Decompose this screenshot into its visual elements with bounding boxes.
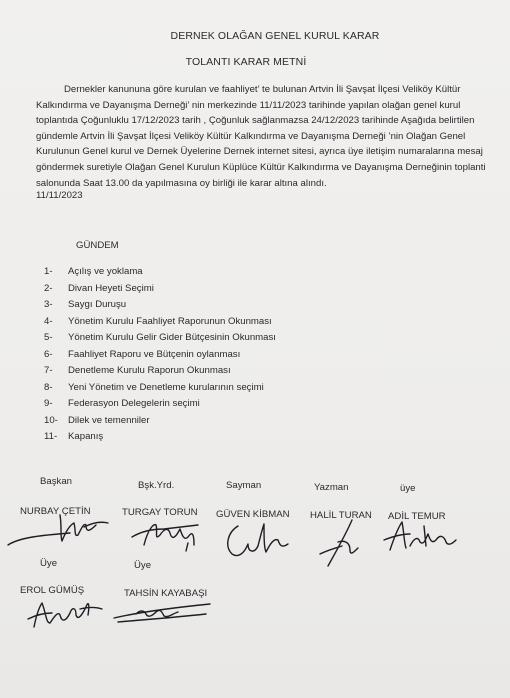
agenda-title: GÜNDEM [76, 240, 119, 251]
signature-president [0, 505, 112, 555]
agenda-item-text: Faahliyet Raporu ve Bütçenin oylanması [68, 348, 241, 360]
agenda-item [44, 363, 276, 380]
document-title: DERNEK OLAĞAN GENEL KURUL KARAR [170, 30, 380, 42]
signature-treasurer [214, 514, 296, 566]
decision-date: 11/11/2023 [36, 190, 83, 201]
signature-member [380, 516, 460, 556]
name-member-2: EROL GÜMÜŞ [20, 585, 85, 596]
agenda-item-text: Divan Heyeti Seçimi [68, 282, 154, 294]
agenda-item [44, 347, 276, 364]
name-member: ADİL TEMUR [388, 511, 446, 522]
agenda-item-number: 6- [44, 348, 53, 360]
agenda-item-number: 8- [44, 381, 53, 393]
signature-member-2 [24, 593, 104, 633]
agenda-item-text: Saygı Duruşu [68, 299, 127, 310]
agenda-item-number: 9- [44, 398, 53, 409]
name-secretary: HALİL TURAN [310, 510, 372, 521]
agenda-item [44, 281, 276, 298]
agenda-item-number: 4- [44, 315, 53, 327]
agenda-item-number: 7- [44, 365, 53, 376]
role-member-2: Üye [40, 558, 58, 569]
agenda-item-number: 2- [44, 282, 53, 294]
signature-vice-president [128, 515, 204, 555]
decision-paragraph [36, 82, 498, 191]
agenda-item-text: Federasyon Delegelerin seçimi [68, 398, 200, 409]
agenda-item [44, 297, 276, 314]
signature-member-3 [110, 596, 218, 628]
role-vice-president: Bşk.Yrd. [138, 480, 175, 491]
agenda-item-text: Dilek ve temenniler [68, 414, 150, 426]
agenda-item [44, 396, 276, 413]
agenda-item-number: 5- [44, 332, 53, 343]
agenda-item-text: Yönetim Kurulu Gelir Gider Bütçesinin Okunması [68, 332, 276, 343]
role-secretary: Yazman [314, 482, 349, 493]
agenda-item [44, 413, 276, 430]
name-treasurer: GÜVEN KİBMAN [216, 509, 290, 520]
name-vice-president: TURGAY TORUN [122, 507, 198, 518]
agenda-item-number: 11- [44, 431, 58, 442]
role-member-3: Üye [134, 560, 152, 571]
agenda-item [44, 429, 276, 446]
signature-secretary [316, 514, 366, 574]
name-president: NURBAY ÇETİN [20, 506, 91, 517]
name-member-3: TAHSİN KAYABAŞI [124, 588, 208, 599]
agenda-item-text: Yeni Yönetim ve Denetleme kurularının seçimi [68, 381, 264, 393]
agenda-item-number: 3- [44, 299, 53, 310]
role-member: üye [400, 483, 416, 494]
agenda-item-number: 10- [44, 414, 58, 426]
agenda-list [44, 264, 276, 446]
role-treasurer: Sayman [226, 480, 262, 491]
agenda-item [44, 264, 276, 281]
role-president: Başkan [40, 476, 72, 487]
agenda-item-text: Açılış ve yoklama [68, 266, 143, 277]
decision-paragraph-text: Dernekler kanununa göre kurulan ve faahliyet’ te bulunan Artvin İli Şavşat İlçesi Veliköy Kültür Kalkındırma ve Dayanışma Derneği’ nin merkezinde 11/11/2023 tarihinde yapılan olağan genel kurul toplantıda Çoğunluklu 17/12/2023 tarih , Çoğunluk sağlanmazsa 24/12/2023 tarihinde Aşağıda belirtilen gündemle Artvin İli Şavşat İlçesi Veliköy Kültür Kalkındırma ve Dayanışma Derneği ’nin Olağan Genel Kurulunun Genel kurul ve Dernek Üyelerine Dernek internet sitesi, ayrıca üye iletişim numaralarına mesaj göndermek suretiyle Olağan Genel Kurulun Küplüce Kültür Kalkındırma ve Dayanışma Derneğinin toplanti salonunda Saat 13.00 da yapılmasına oy birliği ile karar altına alındı. [36, 84, 486, 189]
agenda-item [44, 330, 276, 347]
agenda-item-number: 1- [44, 266, 53, 277]
document-subtitle: TOLANTI KARAR METNİ [185, 56, 307, 68]
agenda-item-text: Denetleme Kurulu Raporun Okunması [68, 365, 231, 376]
agenda-item [44, 314, 276, 331]
agenda-item-text: Yönetim Kurulu Faahliyet Raporunun Okunması [68, 315, 272, 327]
agenda-item-text: Kapanış [68, 431, 104, 442]
agenda-item [44, 380, 276, 397]
